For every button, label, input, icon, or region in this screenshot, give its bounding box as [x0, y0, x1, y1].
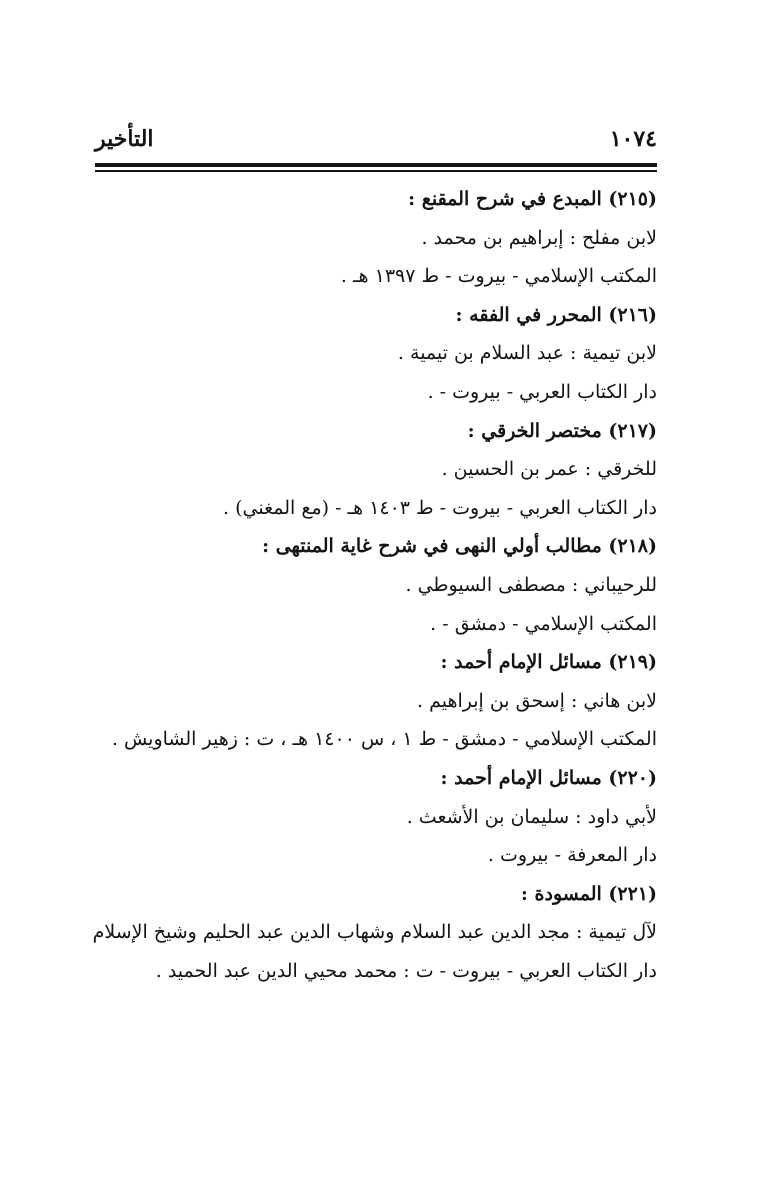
header-rule-thick [95, 163, 657, 167]
entry-detail: لابن مفلح : إبراهيم بن محمد . [421, 226, 657, 249]
entry-detail: المكتب الإسلامي - دمشق - ط ١ ، س ١٤٠٠ هـ ، ت : زهير الشاويش . [111, 728, 657, 751]
entry-heading: (٢١٩) مسائل الإمام أحمد : [440, 651, 657, 674]
entry-detail: للخرقي : عمر بن الحسين . [441, 458, 657, 481]
entry-detail: لابن هاني : إسحق بن إبراهيم . [417, 689, 657, 712]
entry-detail: لآل تيمية : مجد الدين عبد السلام وشهاب الدين عبد الحليم وشيخ الإسلام [92, 921, 657, 944]
entry-heading: (٢١٦) المحرر في الفقه : [455, 303, 657, 326]
entry-detail: للرحيباني : مصطفى السيوطي . [405, 573, 657, 596]
entry-heading: (٢٢٠) مسائل الإمام أحمد : [440, 766, 657, 789]
entry-heading: (٢١٨) مطالب أولي النهى في شرح غاية المنتهى : [262, 535, 657, 558]
entry-heading: (٢٢١) المسودة : [520, 882, 657, 905]
entry-heading: (٢١٧) مختصر الخرقي : [467, 419, 657, 442]
header-rule-thin [95, 170, 657, 172]
entry-detail: المكتب الإسلامي - دمشق - . [430, 612, 657, 635]
entry-detail: دار المعرفة - بيروت . [487, 844, 657, 867]
running-title: التأخير [95, 126, 154, 152]
entry-detail: المكتب الإسلامي - بيروت - ط ١٣٩٧ هـ . [340, 265, 657, 288]
entry-detail: دار الكتاب العربي - بيروت - ط ١٤٠٣ هـ - (مع المغني) . [223, 496, 657, 519]
page-number: ١٠٧٤ [609, 126, 657, 152]
entry-detail: لأبي داود : سليمان بن الأشعث . [406, 805, 657, 828]
page-header [95, 118, 657, 158]
entry-detail: لابن تيمية : عبد السلام بن تيمية . [397, 342, 657, 365]
bibliography-list [92, 180, 657, 990]
entry-detail: دار الكتاب العربي - بيروت - . [427, 380, 657, 403]
entry-detail: دار الكتاب العربي - بيروت - ت : محمد محيي الدين عبد الحميد . [155, 959, 657, 982]
entry-heading: (٢١٥) المبدع في شرح المقنع : [408, 188, 657, 210]
